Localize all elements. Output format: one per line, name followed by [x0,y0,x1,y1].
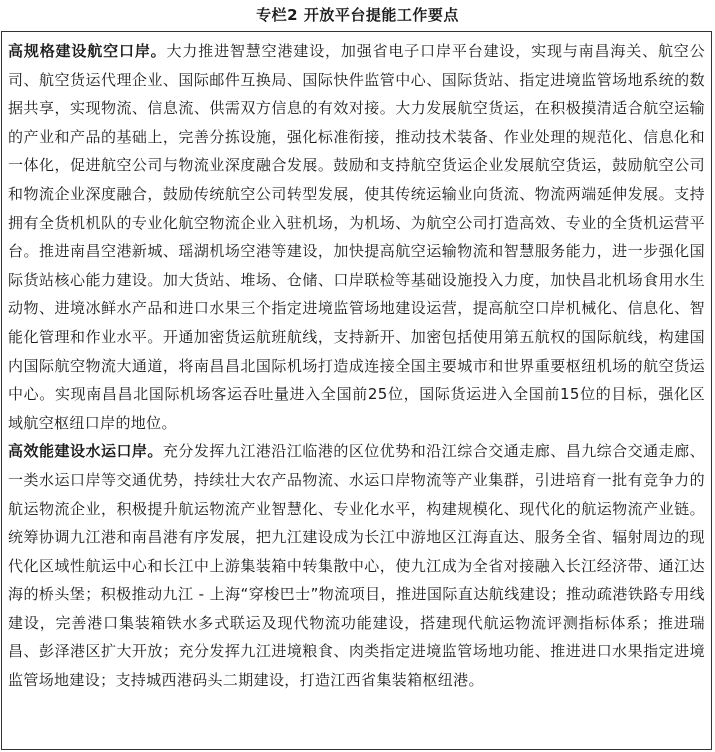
section-water-port [8,437,705,694]
content-box [1,31,712,750]
section-heading: 高规格建设航空口岸。 [8,42,167,60]
section-aviation-port [8,37,705,437]
box-title: 专栏2 开放平台提能工作要点 [256,6,459,24]
section-heading: 高效能建设水运口岸。 [8,442,163,461]
section-body: 充分发挥九江港沿江临港的区位优势和沿江综合交通走廊、昌九综合交通走廊、一类水运口岸等交通优势，持续壮大农产品物流、水运口岸物流等产业集群，引进培育一批有竞争力的航运物流企业，积极提升航运物流产业智慧化、专业化水平，构建规模化、现代化的航运物流产业链。统筹协调九江港和南昌港有序发展，把九江建设成为长江中游地区江海直达、服务全省、辐射周边的现代化区域性航运中心和长江中上游集装箱中转集散中心，使九江成为全省对接融入长江经济带、通江达海的桥头堡；积极推动九江 - 上海“穿梭巴士”物流项目，推进国际直达航线建设；推动疏港铁路专用线建设，完善港口集装箱铁水多式联运及现代物流功能建设，搭建现代航运物流评测指标体系；推进瑞昌、彭泽港区扩大开放；充分发挥九江进境粮食、肉类指定进境监管场地功能、推进进口水果指定进境监管场地建设；支持城西港码头二期建设，打造江西省集装箱枢纽港。 [8,442,705,690]
section-body: 大力推进智慧空港建设，加强省电子口岸平台建设，实现与南昌海关、航空公司、航空货运代理企业、国际邮件互换局、国际快件监管中心、国际货站、指定进境监管场地系统的数据共享，实现物流、信息流、供需双方信息的有效对接。大力发展航空货运，在积极摸清适合航空运输的产业和产品的基础上，完善分拣设施，强化标准衔接，推动技术装备、作业处理的规范化、信息化和一体化，促进航空公司与物流业深度融合发展。鼓励和支持航空货运企业发展航空货运，鼓励航空公司和物流企业深度融合，鼓励传统航空公司转型发展，使其传统运输业向货流、物流两端延伸发展。支持拥有全货机机队的专业化航空物流企业入驻机场，为机场、为航空公司打造高效、专业的全货机运营平台。推进南昌空港新城、瑶湖机场空港等建设，加快提高航空运输物流和智慧服务能力，进一步强化国际货站核心能力建设。加大货站、堆场、仓储、口岸联检等基础设施投入力度，加快昌北机场食用水生动物、进境冰鲜水产品和进口水果三个指定进境监管场地建设运营，提高航空口岸机械化、信息化、智能化管理和作业水平。开通加密货运航班航线，支持新开、加密包括使用第五航权的国际航线，构建国内国际航空物流大通道，将南昌昌北国际机场打造成连接全国主要城市和世界重要枢纽机场的航空货运中心。实现南昌昌北国际机场客运吞吐量进入全国前25位，国际货运进入全国前15位的目标，强化区域航空枢纽口岸的地位。 [8,42,705,432]
